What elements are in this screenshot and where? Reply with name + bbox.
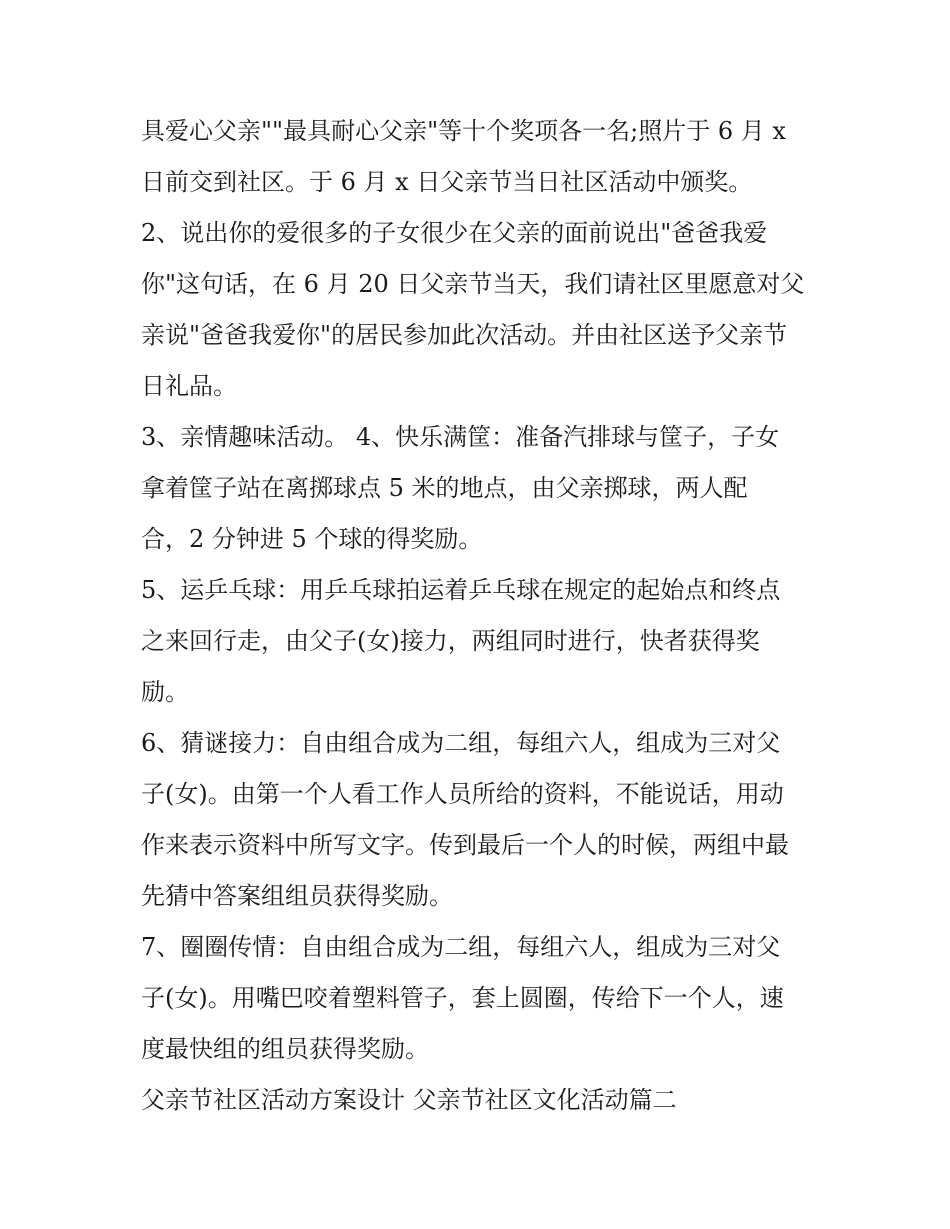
text-line: 合，2 分钟进 5 个球的得奖励。 [141,525,483,553]
text-line: 具爱心父亲""最具耐心父亲"等十个奖项各一名;照片于 6 月 x [141,117,786,145]
text-line: 2、说出你的爱很多的子女很少在父亲的面前说出"爸爸我爱 [141,219,768,247]
text-line: 励。 [141,678,189,706]
text-line: 度最快组的组员获得奖励。 [141,1035,429,1063]
text-line: 之来回行走，由父子(女)接力，两组同时进行，快者获得奖 [141,627,760,655]
text-line: 作来表示资料中所写文字。传到最后一个人的时候，两组中最 [141,831,789,859]
document-body [141,106,841,1126]
text-line: 5、运乒乓球：用乒乓球拍运着乒乓球在规定的起始点和终点 [141,576,781,604]
text-line: 先猜中答案组组员获得奖励。 [141,882,453,910]
section-heading: 父亲节社区活动方案设计 父亲节社区文化活动篇二 [141,1086,677,1114]
text-line: 6、猜谜接力：自由组合成为二组，每组六人，组成为三对父 [141,729,781,757]
text-line: 日礼品。 [141,372,237,400]
text-line: 子(女)。用嘴巴咬着塑料管子，套上圆圈，传给下一个人，速 [141,984,784,1012]
text-line: 7、圈圈传情：自由组合成为二组，每组六人，组成为三对父 [141,933,781,961]
text-line: 你"这句话，在 6 月 20 日父亲节当天，我们请社区里愿意对父 [141,270,805,298]
text-line: 拿着筐子站在离掷球点 5 米的地点，由父亲掷球，两人配 [141,474,748,502]
text-line: 子(女)。由第一个人看工作人员所给的资料，不能说话，用动 [141,780,784,808]
text-line: 3、亲情趣味活动。 4、快乐满筐：准备汽排球与筐子，子女 [141,423,780,451]
text-line: 亲说"爸爸我爱你"的居民参加此次活动。并由社区送予父亲节 [141,321,788,349]
text-line: 日前交到社区。于 6 月 x 日父亲节当日社区活动中颁奖。 [141,168,753,196]
